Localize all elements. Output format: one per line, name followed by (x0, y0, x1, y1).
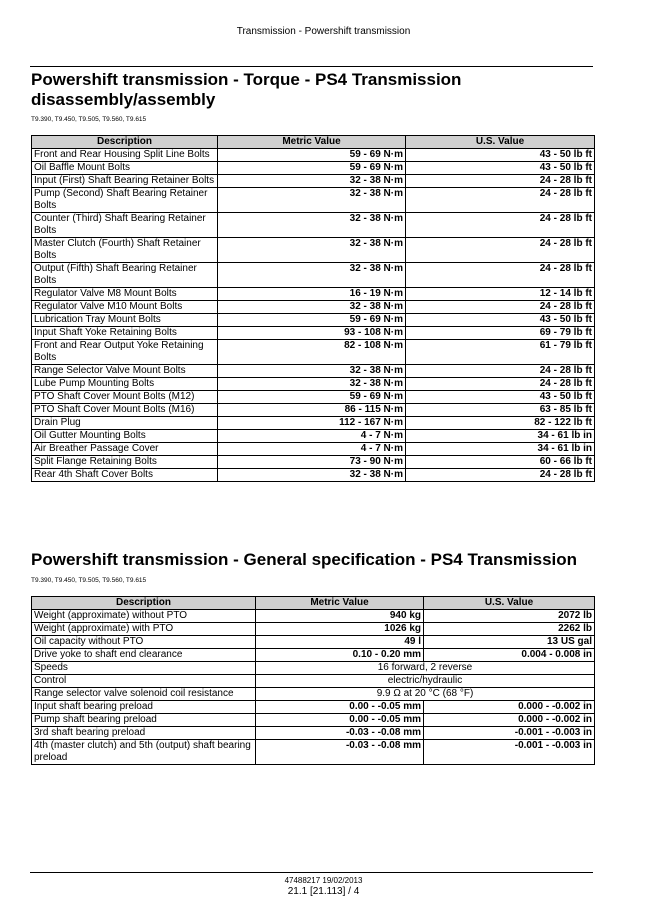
table-row (32, 469, 595, 482)
cell-metric-value: 86 - 115 N·m (218, 404, 406, 417)
cell-metric-value: 59 - 69 N·m (218, 391, 406, 404)
cell-metric-value: 0.00 - -0.05 mm (256, 701, 424, 714)
cell-us-value: 24 - 28 lb ft (406, 469, 595, 482)
column-header-us: U.S. Value (406, 136, 595, 149)
table-row (32, 727, 595, 740)
cell-metric-value: 73 - 90 N·m (218, 456, 406, 469)
cell-metric-value: 4 - 7 N·m (218, 430, 406, 443)
cell-metric-value: 49 l (256, 636, 424, 649)
cell-metric-value: 0.10 - 0.20 mm (256, 649, 424, 662)
cell-description: Oil Gutter Mounting Bolts (32, 430, 218, 443)
cell-description: Lubrication Tray Mount Bolts (32, 314, 218, 327)
cell-us-value: 24 - 28 lb ft (406, 301, 595, 314)
cell-description: Input shaft bearing preload (32, 701, 256, 714)
table-row (32, 636, 595, 649)
cell-us-value: 24 - 28 lb ft (406, 378, 595, 391)
table-row (32, 188, 595, 213)
models-list-torque: T9.390, T9.450, T9.505, T9.560, T9.615 (31, 116, 147, 123)
cell-metric-value: 59 - 69 N·m (218, 162, 406, 175)
footer-page-number: 21.1 [21.113] / 4 (287, 886, 360, 897)
cell-description: Oil Baffle Mount Bolts (32, 162, 218, 175)
cell-us-value: 43 - 50 lb ft (406, 314, 595, 327)
cell-us-value: -0.001 - -0.003 in (424, 727, 595, 740)
table-row (32, 238, 595, 263)
section-title-torque: Powershift transmission - Torque - PS4 Transmission disassembly/assembly (31, 70, 462, 109)
cell-us-value: 43 - 50 lb ft (406, 162, 595, 175)
table-row (32, 443, 595, 456)
table-row (32, 740, 595, 765)
cell-metric-value: 1026 kg (256, 623, 424, 636)
cell-description: Output (Fifth) Shaft Bearing Retainer Bolts (32, 263, 218, 288)
cell-us-value: 34 - 61 lb in (406, 430, 595, 443)
cell-us-value: -0.001 - -0.003 in (424, 740, 595, 765)
cell-description: Input Shaft Yoke Retaining Bolts (32, 327, 218, 340)
cell-us-value: 0.004 - 0.008 in (424, 649, 595, 662)
cell-description: Regulator Valve M10 Mount Bolts (32, 301, 218, 314)
table-row (32, 649, 595, 662)
cell-metric-value: 32 - 38 N·m (218, 301, 406, 314)
cell-us-value: 24 - 28 lb ft (406, 263, 595, 288)
cell-metric-value: 59 - 69 N·m (218, 314, 406, 327)
cell-metric-value: 59 - 69 N·m (218, 149, 406, 162)
table-row (32, 714, 595, 727)
cell-description: Weight (approximate) without PTO (32, 610, 256, 623)
table-row (32, 378, 595, 391)
header-divider (30, 66, 593, 67)
table-row (32, 688, 595, 701)
cell-description: Master Clutch (Fourth) Shaft Retainer Bolts (32, 238, 218, 263)
cell-us-value: 13 US gal (424, 636, 595, 649)
table-row (32, 430, 595, 443)
cell-metric-value: 32 - 38 N·m (218, 188, 406, 213)
cell-metric-value: 32 - 38 N·m (218, 175, 406, 188)
column-header-description: Description (32, 597, 256, 610)
cell-description: Input (First) Shaft Bearing Retainer Bolts (32, 175, 218, 188)
cell-metric-value: 32 - 38 N·m (218, 469, 406, 482)
cell-us-value: 69 - 79 lb ft (406, 327, 595, 340)
cell-metric-value: 32 - 38 N·m (218, 238, 406, 263)
table-row (32, 365, 595, 378)
table-header-row (32, 136, 595, 149)
cell-description: Speeds (32, 662, 256, 675)
table-row (32, 149, 595, 162)
cell-description: Oil capacity without PTO (32, 636, 256, 649)
cell-description: Drain Plug (32, 417, 218, 430)
cell-metric-value: 16 - 19 N·m (218, 288, 406, 301)
cell-metric-value: -0.03 - -0.08 mm (256, 727, 424, 740)
table-row (32, 404, 595, 417)
cell-metric-value: 32 - 38 N·m (218, 263, 406, 288)
table-row (32, 675, 595, 688)
cell-metric-value: 940 kg (256, 610, 424, 623)
cell-metric-value: 93 - 108 N·m (218, 327, 406, 340)
column-header-metric: Metric Value (218, 136, 406, 149)
cell-description: Weight (approximate) with PTO (32, 623, 256, 636)
cell-description: Counter (Third) Shaft Bearing Retainer Bolts (32, 213, 218, 238)
cell-description: 3rd shaft bearing preload (32, 727, 256, 740)
table-row (32, 662, 595, 675)
cell-us-value: 24 - 28 lb ft (406, 213, 595, 238)
cell-us-value: 43 - 50 lb ft (406, 391, 595, 404)
section-title-general-spec: Powershift transmission - General specification - PS4 Transmission (31, 550, 578, 569)
torque-table (31, 135, 595, 482)
table-row (32, 162, 595, 175)
page-running-title: Transmission - Powershift transmission (236, 26, 411, 37)
cell-description: Pump shaft bearing preload (32, 714, 256, 727)
cell-description: Pump (Second) Shaft Bearing Retainer Bolts (32, 188, 218, 213)
cell-us-value: 63 - 85 lb ft (406, 404, 595, 417)
cell-description: Lube Pump Mounting Bolts (32, 378, 218, 391)
cell-us-value: 34 - 61 lb in (406, 443, 595, 456)
cell-us-value: 2072 lb (424, 610, 595, 623)
table-row (32, 213, 595, 238)
cell-description: Range Selector Valve Mount Bolts (32, 365, 218, 378)
table-row (32, 610, 595, 623)
cell-description: Front and Rear Housing Split Line Bolts (32, 149, 218, 162)
cell-description: Air Breather Passage Cover (32, 443, 218, 456)
cell-us-value: 0.000 - -0.002 in (424, 714, 595, 727)
cell-us-value: 12 - 14 lb ft (406, 288, 595, 301)
table-header-row (32, 597, 595, 610)
cell-us-value: 61 - 79 lb ft (406, 340, 595, 365)
cell-description: Split Flange Retaining Bolts (32, 456, 218, 469)
cell-description: 4th (master clutch) and 5th (output) shaft bearing preload (32, 740, 256, 765)
cell-us-value: 43 - 50 lb ft (406, 149, 595, 162)
cell-value: 16 forward, 2 reverse (256, 662, 595, 675)
cell-us-value: 24 - 28 lb ft (406, 238, 595, 263)
cell-us-value: 0.000 - -0.002 in (424, 701, 595, 714)
cell-us-value: 24 - 28 lb ft (406, 175, 595, 188)
cell-us-value: 2262 lb (424, 623, 595, 636)
cell-description: Drive yoke to shaft end clearance (32, 649, 256, 662)
table-row (32, 327, 595, 340)
cell-metric-value: 32 - 38 N·m (218, 213, 406, 238)
cell-description: PTO Shaft Cover Mount Bolts (M16) (32, 404, 218, 417)
cell-us-value: 24 - 28 lb ft (406, 365, 595, 378)
table-row (32, 701, 595, 714)
cell-metric-value: 112 - 167 N·m (218, 417, 406, 430)
table-row (32, 175, 595, 188)
cell-metric-value: 32 - 38 N·m (218, 378, 406, 391)
footer-document-ref: 47488217 19/02/2013 (284, 876, 363, 885)
cell-us-value: 60 - 66 lb ft (406, 456, 595, 469)
cell-value: electric/hydraulic (256, 675, 595, 688)
column-header-description: Description (32, 136, 218, 149)
cell-description: Control (32, 675, 256, 688)
table-row (32, 340, 595, 365)
column-header-metric: Metric Value (256, 597, 424, 610)
models-list-general-spec: T9.390, T9.450, T9.505, T9.560, T9.615 (31, 577, 147, 584)
general-spec-table (31, 596, 595, 765)
cell-description: PTO Shaft Cover Mount Bolts (M12) (32, 391, 218, 404)
column-header-us: U.S. Value (424, 597, 595, 610)
cell-value: 9.9 Ω at 20 °C (68 °F) (256, 688, 595, 701)
cell-metric-value: 4 - 7 N·m (218, 443, 406, 456)
table-row (32, 263, 595, 288)
cell-description: Range selector valve solenoid coil resistance (32, 688, 256, 701)
cell-metric-value: 0.00 - -0.05 mm (256, 714, 424, 727)
cell-description: Regulator Valve M8 Mount Bolts (32, 288, 218, 301)
cell-description: Front and Rear Output Yoke Retaining Bolts (32, 340, 218, 365)
table-row (32, 288, 595, 301)
table-row (32, 391, 595, 404)
cell-metric-value: 32 - 38 N·m (218, 365, 406, 378)
cell-us-value: 24 - 28 lb ft (406, 188, 595, 213)
cell-us-value: 82 - 122 lb ft (406, 417, 595, 430)
table-row (32, 456, 595, 469)
table-row (32, 417, 595, 430)
cell-metric-value: -0.03 - -0.08 mm (256, 740, 424, 765)
table-row (32, 301, 595, 314)
cell-description: Rear 4th Shaft Cover Bolts (32, 469, 218, 482)
cell-metric-value: 82 - 108 N·m (218, 340, 406, 365)
table-row (32, 623, 595, 636)
footer-divider (30, 872, 593, 873)
table-row (32, 314, 595, 327)
